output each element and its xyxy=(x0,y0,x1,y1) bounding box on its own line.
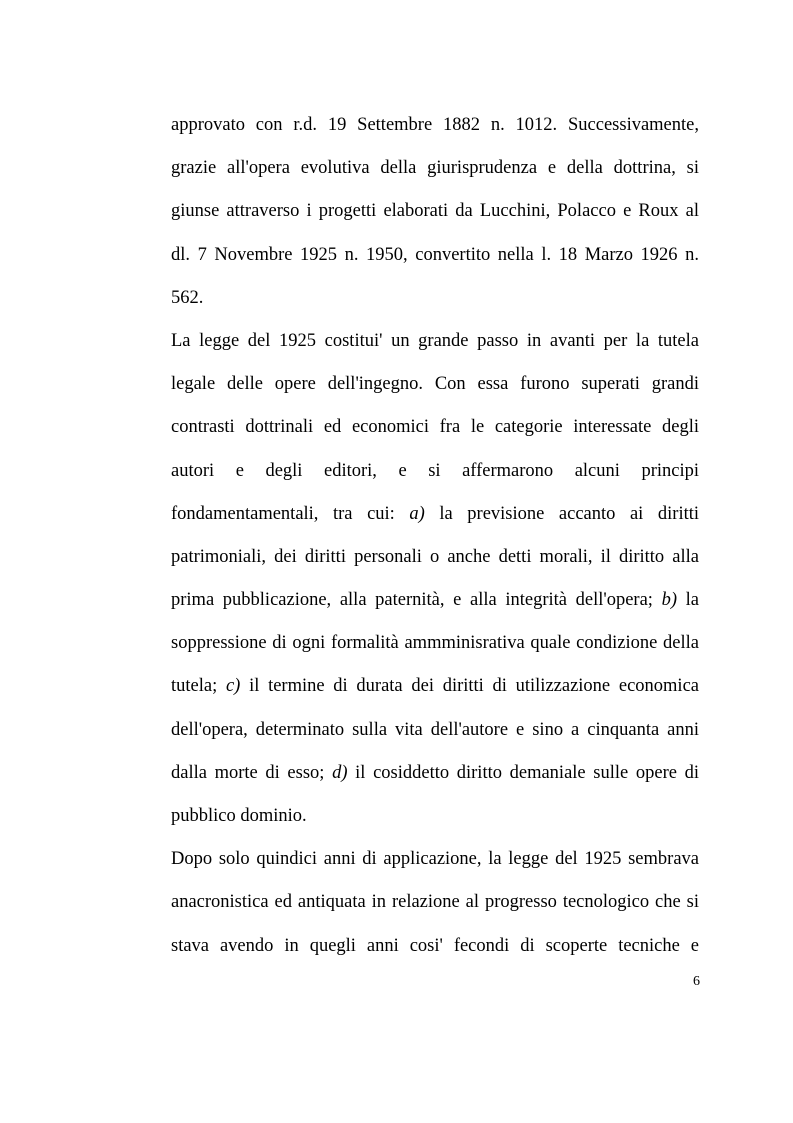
text-line: legale delle opere dell'ingegno. Con essa furono superati grandi xyxy=(171,374,699,395)
text-line: grazie all'opera evolutiva della giurisprudenza e della dottrina, si xyxy=(171,158,699,179)
text-line: fondamentamentali, tra cui: a) la previsione accanto ai diritti xyxy=(171,503,700,524)
text-line: dalla morte di esso; d) il cosiddetto diritto demaniale sulle opere di xyxy=(171,762,699,783)
text-line: 562. xyxy=(171,287,204,308)
body-text xyxy=(171,104,699,968)
text-line: patrimoniali, dei diritti personali o anche detti morali, il diritto alla xyxy=(171,546,699,567)
text-line: Dopo solo quindici anni di applicazione, la legge del 1925 sembrava xyxy=(171,849,699,870)
text-line: contrasti dottrinali ed economici fra le categorie interessate degli xyxy=(171,417,699,438)
text-line: soppressione di ogni formalità ammminisrativa quale condizione della xyxy=(171,633,699,654)
text-line: tutela; c) il termine di durata dei diritti di utilizzazione economica xyxy=(171,676,699,697)
text-line: dell'opera, determinato sulla vita dell'autore e sino a cinquanta anni xyxy=(171,719,699,740)
text-line: La legge del 1925 costitui' un grande passo in avanti per la tutela xyxy=(171,330,699,351)
text-line: stava avendo in quegli anni cosi' fecondi di scoperte tecniche e xyxy=(171,935,699,956)
text-line: dl. 7 Novembre 1925 n. 1950, convertito nella l. 18 Marzo 1926 n. xyxy=(171,244,699,265)
text-line: approvato con r.d. 19 Settembre 1882 n. 1012. Successivamente, xyxy=(171,115,699,135)
text-line: autori e degli editori, e si affermarono alcuni principi xyxy=(171,460,699,481)
text-line: pubblico dominio. xyxy=(171,806,307,826)
text-line: giunse attraverso i progetti elaborati da Lucchini, Polacco e Roux al xyxy=(171,201,699,222)
text-line: prima pubblicazione, alla paternità, e alla integrità dell'opera; b) la xyxy=(171,590,699,611)
text-line: anacronistica ed antiquata in relazione al progresso tecnologico che si xyxy=(171,892,699,913)
page-number: 6 xyxy=(693,974,700,989)
